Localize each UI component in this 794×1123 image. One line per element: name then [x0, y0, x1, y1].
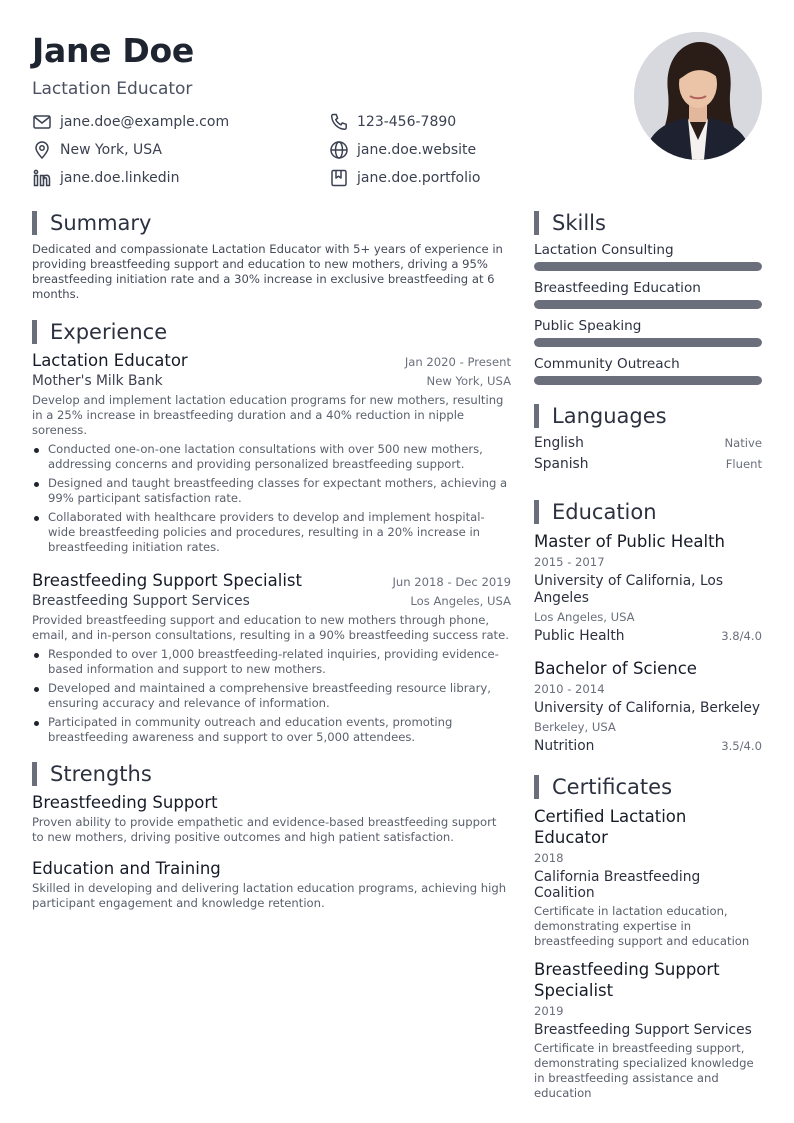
- location-text: New York, USA: [60, 142, 162, 158]
- education-years: 2010 - 2014: [534, 682, 605, 696]
- skill-bar-fill: [534, 338, 762, 347]
- strength-title: Breastfeeding Support: [32, 793, 218, 812]
- certificate-title: Certified Lactation Educator: [534, 807, 687, 847]
- map-pin-icon: [32, 140, 52, 160]
- education-entry: [534, 531, 762, 644]
- section-accent-bar: [534, 500, 539, 524]
- job-bullet: Collaborated with healthcare providers to develop and implement hospital-wide breastfeeding policies and procedures, resulting in a 20% increase in breastfeeding initiation rates.: [32, 510, 511, 555]
- candidate-name: Jane Doe: [32, 31, 194, 70]
- skill-bar: [534, 262, 762, 271]
- experience-heading: [32, 319, 511, 345]
- skills-title: Skills: [552, 211, 606, 235]
- bookmark-icon: [329, 168, 349, 188]
- globe-icon: [329, 140, 349, 160]
- website-text: jane.doe.website: [357, 142, 477, 158]
- language-level: Fluent: [725, 457, 762, 471]
- job-bullets: [32, 442, 511, 555]
- education-entry: [534, 658, 762, 754]
- skill-name: Lactation Consulting: [534, 242, 674, 258]
- strengths-title: Strengths: [50, 762, 152, 786]
- job-description: Develop and implement lactation education programs for new mothers, resulting in a 25% increase in breastfeeding duration and a 40% reduction in nipple soreness.: [32, 393, 504, 437]
- skill-name: Public Speaking: [534, 318, 642, 334]
- education-gpa: 3.8/4.0: [721, 629, 762, 643]
- job-location: New York, USA: [426, 374, 511, 388]
- candidate-title: Lactation Educator: [32, 79, 193, 99]
- portfolio-text: jane.doe.portfolio: [357, 170, 481, 186]
- job-bullet: Conducted one-on-one lactation consultations with over 500 new mothers, addressing concerns and providing personalized breastfeeding support.: [32, 442, 511, 472]
- section-accent-bar: [534, 211, 539, 235]
- certificate-entry: [534, 806, 762, 949]
- certificate-description: Certificate in breastfeeding support, demonstrating specialized knowledge in breastfeeding assistance and education: [534, 1041, 754, 1100]
- section-accent-bar: [32, 211, 37, 235]
- job-entry: [32, 351, 511, 555]
- skill-item: [534, 318, 762, 347]
- job-bullet: Designed and taught breastfeeding classes for expectant mothers, achieving a 99% participant satisfaction rate.: [32, 476, 511, 506]
- language-item: [534, 456, 762, 477]
- linkedin-text: jane.doe.linkedin: [60, 170, 180, 186]
- job-dates: Jan 2020 - Present: [404, 355, 511, 369]
- job-company: Breastfeeding Support Services: [32, 593, 250, 609]
- education-school: University of California, Los Angeles: [534, 573, 724, 606]
- certificates-title: Certificates: [552, 775, 673, 799]
- contact-phone[interactable]: [329, 112, 456, 132]
- language-name: Spanish: [534, 456, 589, 472]
- skills-heading: [534, 210, 762, 236]
- contact-website[interactable]: [329, 140, 476, 160]
- language-name: English: [534, 435, 584, 451]
- skill-item: [534, 280, 762, 309]
- strength-title: Education and Training: [32, 859, 221, 878]
- job-bullet: Developed and maintained a comprehensive breastfeeding resource library, ensuring accuracy and relevance of information.: [32, 681, 511, 711]
- phone-text: 123-456-7890: [357, 114, 457, 130]
- languages-heading: [534, 403, 762, 429]
- section-accent-bar: [534, 775, 539, 799]
- job-bullets: [32, 647, 511, 745]
- skill-item: [534, 242, 762, 271]
- job-title: Breastfeeding Support Specialist: [32, 571, 302, 590]
- skill-bar-fill: [534, 262, 762, 271]
- contact-email[interactable]: [32, 112, 229, 132]
- strength-entry: [32, 859, 511, 911]
- experience-title: Experience: [50, 320, 168, 344]
- certificate-year: 2019: [534, 1004, 564, 1018]
- strengths-heading: [32, 761, 511, 787]
- certificates-heading: [534, 774, 762, 800]
- education-location: Berkeley, USA: [534, 720, 616, 734]
- education-heading: [534, 499, 762, 525]
- job-dates: Jun 2018 - Dec 2019: [392, 575, 511, 589]
- skill-bar: [534, 338, 762, 347]
- language-item: [534, 435, 762, 456]
- job-bullet: Responded to over 1,000 breastfeeding-related inquiries, providing evidence-based information and support to new mothers.: [32, 647, 511, 677]
- education-field: Nutrition: [534, 738, 595, 754]
- contact-portfolio[interactable]: [329, 168, 480, 188]
- certificate-issuer: Breastfeeding Support Services: [534, 1022, 752, 1038]
- education-school: University of California, Berkeley: [534, 700, 761, 716]
- phone-icon: [329, 112, 349, 132]
- certificate-title: Breastfeeding Support Specialist: [534, 960, 720, 1000]
- strength-entry: [32, 793, 511, 845]
- skill-bar-fill: [534, 376, 762, 385]
- strength-description: Skilled in developing and delivering lactation education programs, achieving high participant engagement and knowledge retention.: [32, 881, 507, 910]
- job-entry: [32, 571, 511, 745]
- mail-icon: [32, 112, 52, 132]
- skill-bar: [534, 300, 762, 309]
- skills-list: [534, 242, 762, 385]
- contact-location: [32, 140, 162, 160]
- skill-item: [534, 356, 762, 385]
- education-years: 2015 - 2017: [534, 555, 605, 569]
- summary-text: Dedicated and compassionate Lactation Educator with 5+ years of experience in providing breastfeeding support and education to new mothers, driving a 95% breastfeeding initiation rate and a 30% increase in exclusive breastfeeding at 6 months.: [32, 242, 503, 301]
- education-field: Public Health: [534, 628, 625, 644]
- job-bullet: Participated in community outreach and education events, promoting breastfeeding awareness and support to over 5,000 attendees.: [32, 715, 511, 745]
- skill-name: Community Outreach: [534, 356, 680, 372]
- section-accent-bar: [32, 762, 37, 786]
- section-accent-bar: [32, 320, 37, 344]
- certificate-year: 2018: [534, 851, 564, 865]
- education-title: Education: [552, 500, 657, 524]
- summary-heading: [32, 210, 511, 236]
- section-accent-bar: [534, 404, 539, 428]
- job-location: Los Angeles, USA: [410, 594, 511, 608]
- linkedin-icon: [32, 168, 52, 188]
- job-title: Lactation Educator: [32, 351, 188, 370]
- education-location: Los Angeles, USA: [534, 610, 635, 624]
- certificate-issuer: California Breastfeeding Coalition: [534, 869, 701, 901]
- skill-bar: [534, 376, 762, 385]
- job-company: Mother's Milk Bank: [32, 373, 163, 389]
- contact-linkedin[interactable]: [32, 168, 179, 188]
- education-degree: Master of Public Health: [534, 532, 725, 551]
- skill-bar-fill: [534, 300, 762, 309]
- job-description: Provided breastfeeding support and education to new mothers through phone, email, and in-person consultations, resulting in a 90% breastfeeding success rate.: [32, 613, 509, 642]
- languages-list: [534, 435, 762, 477]
- language-level: Native: [724, 436, 762, 450]
- education-degree: Bachelor of Science: [534, 659, 697, 678]
- education-gpa: 3.5/4.0: [721, 739, 762, 753]
- left-column: [32, 210, 511, 925]
- profile-photo: [634, 32, 762, 160]
- right-column: [534, 210, 762, 1111]
- certificate-entry: [534, 959, 762, 1101]
- strength-description: Proven ability to provide empathetic and evidence-based breastfeeding support to new mothers, driving positive outcomes and high patient satisfaction.: [32, 815, 497, 844]
- skill-name: Breastfeeding Education: [534, 280, 701, 296]
- summary-title: Summary: [50, 211, 152, 235]
- email-text: jane.doe@example.com: [60, 114, 230, 130]
- certificate-description: Certificate in lactation education, demonstrating expertise in breastfeeding support and education: [534, 904, 750, 948]
- languages-title: Languages: [552, 404, 667, 428]
